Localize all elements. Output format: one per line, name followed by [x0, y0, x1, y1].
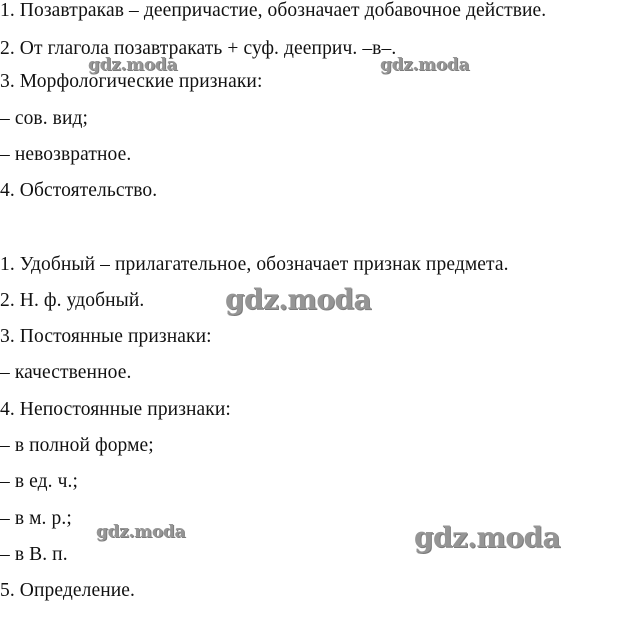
text-line: 2. От глагола позавтракать + суф. дееприч. –в–.: [0, 38, 397, 59]
text-line: 4. Непостоянные признаки:: [0, 399, 231, 420]
watermark: gdz.moda: [225, 283, 372, 316]
watermark: gdz.moda: [96, 522, 186, 542]
text-line: – качественное.: [0, 362, 132, 383]
text-line: – в полной форме;: [0, 435, 154, 456]
text-line: – невозвратное.: [0, 144, 132, 165]
text-line: – сов. вид;: [0, 108, 89, 129]
text-line: – в ед. ч.;: [0, 471, 78, 492]
text-line: 3. Постоянные признаки:: [0, 326, 212, 347]
text-line: – в В. п.: [0, 544, 68, 565]
watermark: gdz.moda: [88, 55, 178, 75]
text-line: 5. Определение.: [0, 580, 136, 601]
watermark: gdz.moda: [414, 521, 561, 554]
text-line: 4. Обстоятельство.: [0, 180, 158, 201]
text-line: 1. Позавтракав – деепричастие, обозначает добавочное действие.: [0, 0, 547, 21]
text-line: 1. Удобный – прилагательное, обозначает признак предмета.: [0, 254, 509, 275]
text-line: – в м. р.;: [0, 508, 72, 529]
watermark: gdz.moda: [380, 55, 470, 75]
text-line: 3. Морфологические признаки:: [0, 71, 263, 92]
text-line: 2. Н. ф. удобный.: [0, 290, 145, 311]
